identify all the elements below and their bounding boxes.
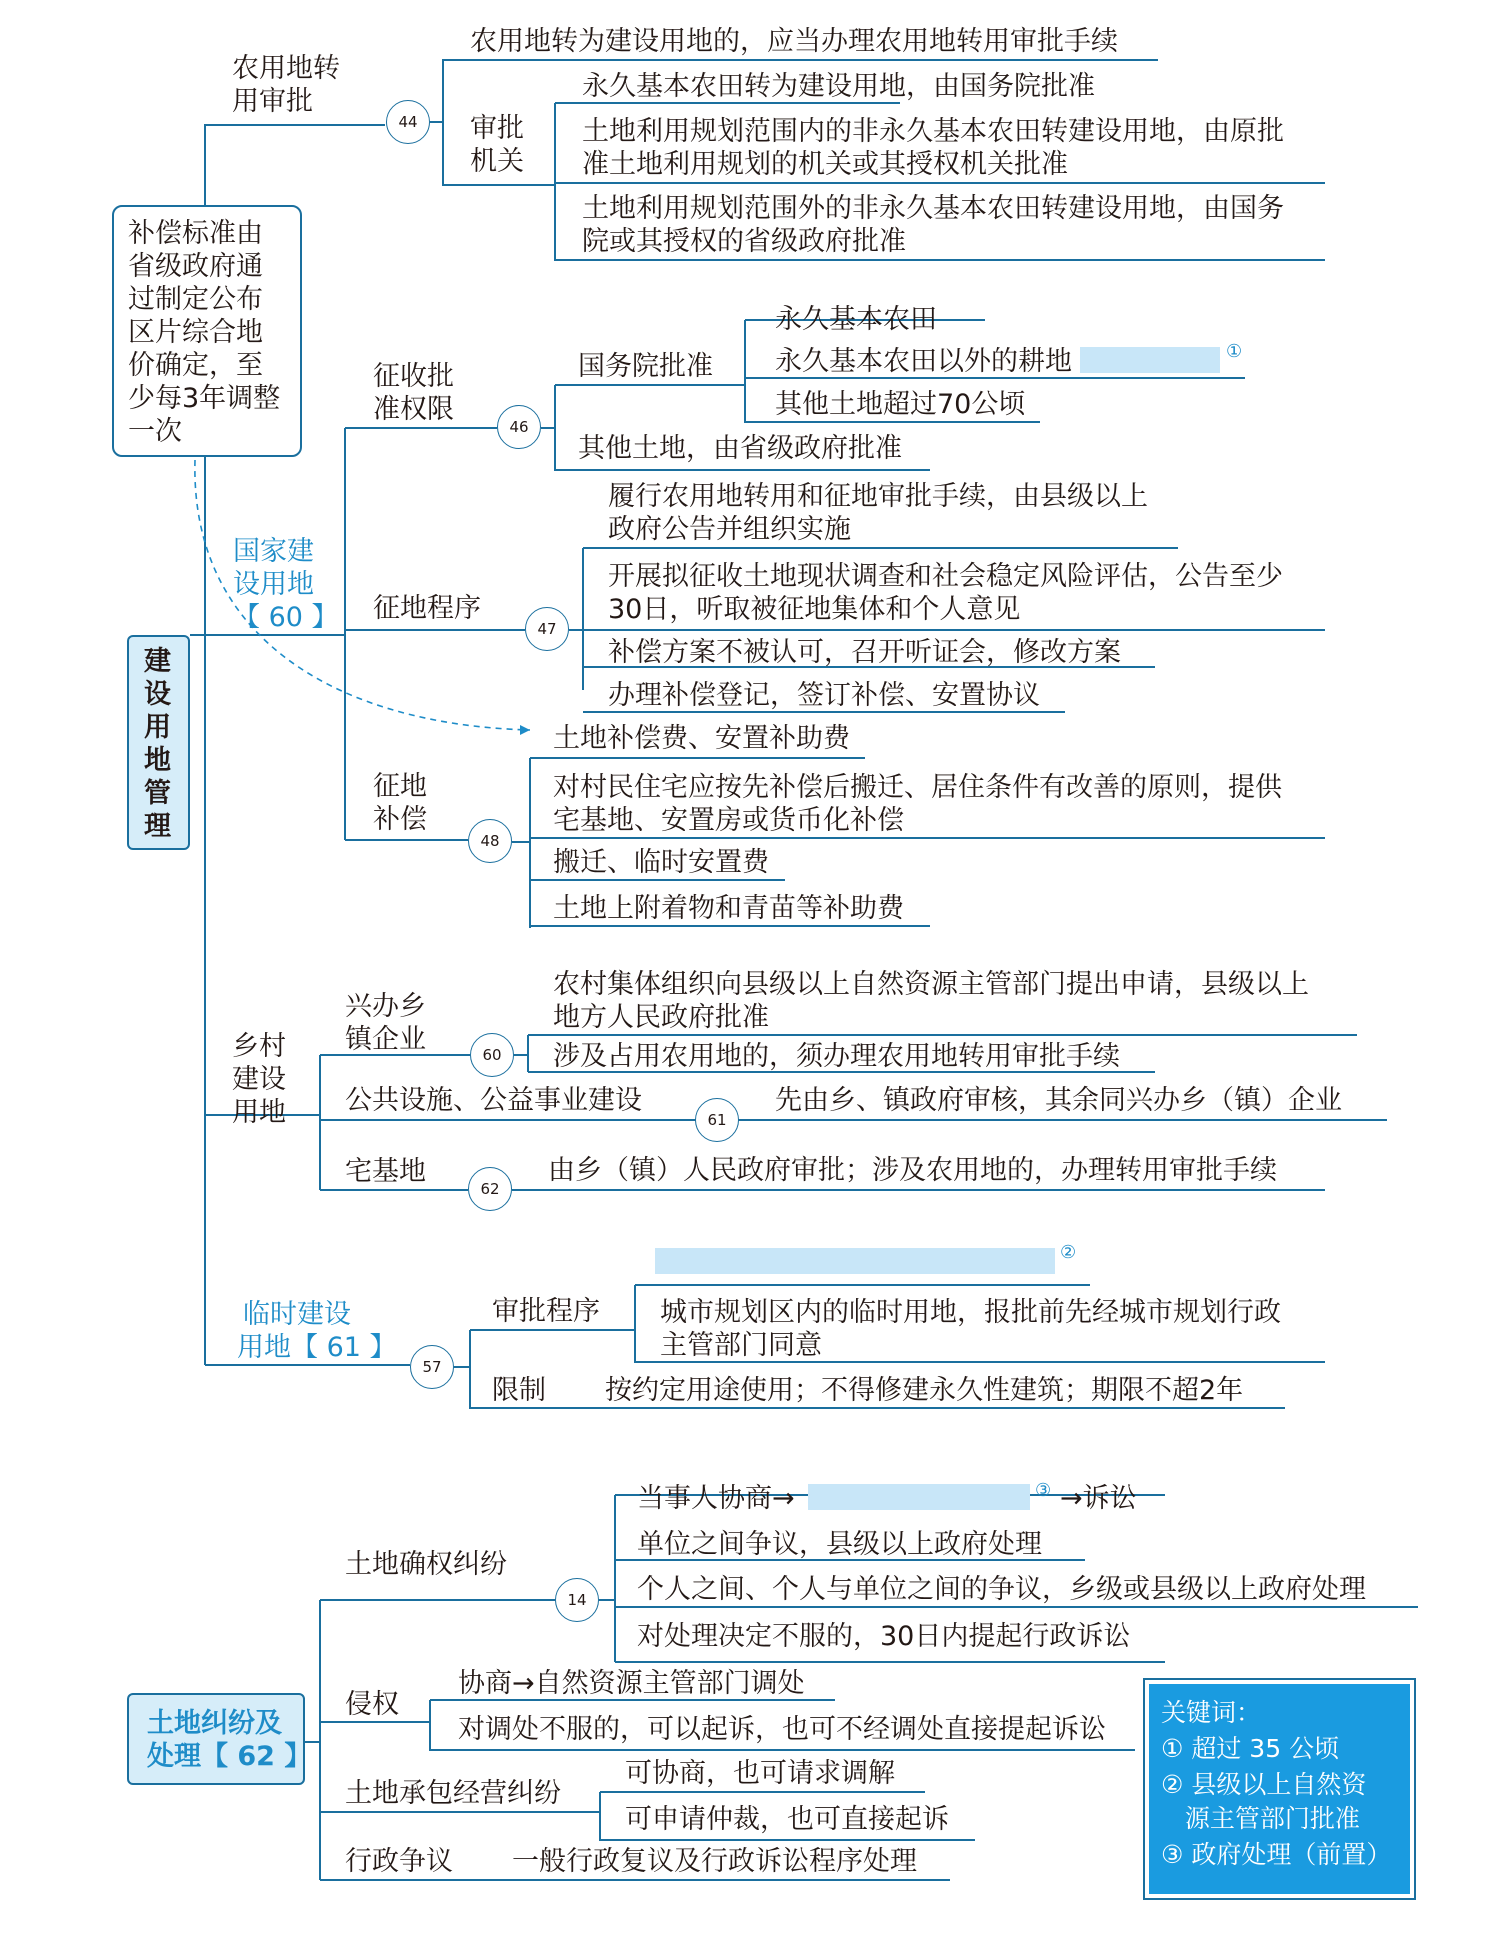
leaf-text: 宅基地、安置房或货币化补偿: [553, 805, 904, 836]
leaf-text: 永久基本农田: [775, 304, 937, 335]
keyword-item: 源主管部门批准: [1161, 1804, 1360, 1833]
leaf-text: 永久基本农田以外的耕地: [775, 346, 1072, 377]
note-line: 一次: [128, 416, 182, 447]
page-badge: 14: [555, 1578, 599, 1622]
leaf-text: 其他土地超过70公顷: [775, 389, 1026, 420]
note-line: 区片综合地: [128, 317, 263, 348]
root-node-disputes: [127, 1693, 312, 1785]
root-label: 处理【 62 】: [147, 1741, 312, 1772]
keywords-title: 关键词：: [1161, 1698, 1262, 1727]
note-line: 过制定公布: [128, 284, 263, 315]
page-badge: 62: [468, 1167, 512, 1211]
leaf-text: 可协商，也可请求调解: [625, 1758, 895, 1789]
branch-label: 宅基地: [345, 1156, 426, 1187]
leaf-text: 其他土地，由省级政府批准: [578, 433, 902, 464]
branch-label: 准权限: [373, 394, 454, 425]
leaf-text: 先由乡、镇政府审核，其余同兴办乡（镇）企业: [775, 1085, 1342, 1116]
leaf-text: 协商→自然资源主管部门调处: [458, 1668, 805, 1699]
leaf-text: 农用地转为建设用地的，应当办理农用地转用审批手续: [470, 26, 1118, 57]
leaf-text: 个人之间、个人与单位之间的争议，乡级或县级以上政府处理: [637, 1574, 1366, 1605]
branch-label: 行政争议: [345, 1846, 453, 1877]
branch-label: 镇企业: [345, 1024, 426, 1055]
leaf-text: 可申请仲裁，也可直接起诉: [625, 1804, 949, 1835]
leaf-text: 涉及占用农用地的，须办理农用地转用审批手续: [553, 1041, 1120, 1072]
leaf-text: 对处理决定不服的，30日内提起行政诉讼: [637, 1621, 1131, 1652]
leaf-text: 履行农用地转用和征地审批手续，由县级以上: [608, 481, 1148, 512]
branch-label: 征收批: [373, 361, 454, 392]
keyword-item: ② 县级以上自然资: [1161, 1770, 1367, 1799]
note-line: 价确定，至: [128, 350, 263, 381]
branch-label: 土地承包经营纠纷: [345, 1778, 561, 1809]
branch-label: 用地: [232, 1097, 286, 1128]
leaf-text: 搬迁、临时安置费: [553, 847, 769, 878]
leaf-text: 主管部门同意: [660, 1330, 822, 1361]
note-line: 少每3年调整: [128, 383, 281, 414]
answer-blank: [655, 1248, 1055, 1274]
leaf-text: 地方人民政府批准: [553, 1002, 769, 1033]
branch-label: 补偿: [373, 804, 427, 835]
root-node: [127, 635, 190, 850]
leaf-text: 农村集体组织向县级以上自然资源主管部门提出申请，县级以上: [553, 969, 1309, 1000]
branch-label: 侵权: [345, 1689, 399, 1720]
branch-label: 机关: [470, 146, 524, 177]
keywords-inner: [1149, 1684, 1410, 1894]
blank-mark: ②: [1060, 1242, 1077, 1263]
branch-label: 审批程序: [492, 1296, 600, 1327]
branch-label: 国务院批准: [578, 351, 713, 382]
branch-label: 兴办乡: [345, 991, 426, 1022]
note-line: 补偿标准由: [128, 218, 263, 249]
branch-label: 用地【 61 】: [237, 1332, 397, 1363]
leaf-text: 永久基本农田转为建设用地，由国务院批准: [582, 71, 1095, 102]
branch-label: 公共设施、公益事业建设: [345, 1085, 642, 1116]
leaf-text: 院或其授权的省级政府批准: [582, 226, 906, 257]
leaf-text: →诉讼: [1060, 1483, 1137, 1514]
leaf-text: 对村民住宅应按先补偿后搬迁、居住条件有改善的原则，提供: [553, 772, 1282, 803]
page-badge: 60: [470, 1033, 514, 1077]
branch-label: 农用地转: [232, 53, 340, 84]
branch-label: 设用地: [233, 569, 314, 600]
page-badge: 44: [386, 100, 430, 144]
branch-label: 建设: [232, 1064, 286, 1095]
branch-label: 用审批: [232, 86, 313, 117]
branch-label: 土地确权纠纷: [345, 1549, 507, 1580]
branch-label: 国家建: [233, 536, 314, 567]
page-badge: 48: [468, 819, 512, 863]
page-badge: 57: [410, 1345, 454, 1389]
branch-label: 征地: [373, 771, 427, 802]
leaf-text: 办理补偿登记，签订补偿、安置协议: [608, 680, 1040, 711]
leaf-text: 由乡（镇）人民政府审批；涉及农用地的，办理转用审批手续: [548, 1155, 1277, 1186]
leaf-text: 土地上附着物和青苗等补助费: [553, 893, 904, 924]
leaf-text: 补偿方案不被认可，召开听证会，修改方案: [608, 637, 1121, 668]
root-label: 建设用地管理: [144, 646, 171, 842]
leaf-text: 单位之间争议，县级以上政府处理: [637, 1529, 1042, 1560]
branch-label: 【 60 】: [233, 602, 339, 633]
branch-label: 乡村: [232, 1031, 286, 1062]
answer-blank: [808, 1484, 1030, 1510]
leaf-text: 30日，听取被征地集体和个人意见: [608, 594, 1021, 625]
leaf-text: 按约定用途使用；不得修建永久性建筑；期限不超2年: [605, 1375, 1244, 1406]
page-badge: 47: [525, 607, 569, 651]
leaf-text: 准土地利用规划的机关或其授权机关批准: [582, 149, 1068, 180]
leaf-text: 土地利用规划范围外的非永久基本农田转建设用地，由国务: [582, 193, 1284, 224]
leaf-text: 城市规划区内的临时用地，报批前先经城市规划行政: [660, 1297, 1281, 1328]
keyword-item: ① 超过 35 公顷: [1161, 1734, 1340, 1763]
answer-blank: [1080, 347, 1220, 373]
leaf-text: 土地利用规划范围内的非永久基本农田转建设用地，由原批: [582, 116, 1284, 147]
branch-label: 临时建设: [243, 1299, 351, 1330]
page-badge: 46: [497, 405, 541, 449]
keywords-panel: [1143, 1678, 1416, 1900]
branch-label: 限制: [492, 1375, 546, 1406]
leaf-text: 土地补偿费、安置补助费: [553, 723, 850, 754]
blank-mark: ①: [1226, 341, 1243, 362]
blank-mark: ③: [1035, 1480, 1052, 1501]
leaf-text: 对调处不服的，可以起诉，也可不经调处直接提起诉讼: [458, 1714, 1106, 1745]
leaf-text: 一般行政复议及行政诉讼程序处理: [512, 1846, 917, 1877]
keyword-item: ③ 政府处理（前置）: [1161, 1840, 1392, 1869]
branch-label: 审批: [470, 113, 524, 144]
page-badge: 61: [695, 1098, 739, 1142]
compensation-note: [112, 205, 302, 457]
branch-label: 征地程序: [373, 593, 481, 624]
leaf-text: 当事人协商→: [637, 1483, 795, 1514]
leaf-text: 开展拟征收土地现状调查和社会稳定风险评估，公告至少: [608, 561, 1283, 592]
note-line: 省级政府通: [128, 251, 263, 282]
root-label: 土地纠纷及: [147, 1708, 282, 1739]
leaf-text: 政府公告并组织实施: [608, 514, 851, 545]
